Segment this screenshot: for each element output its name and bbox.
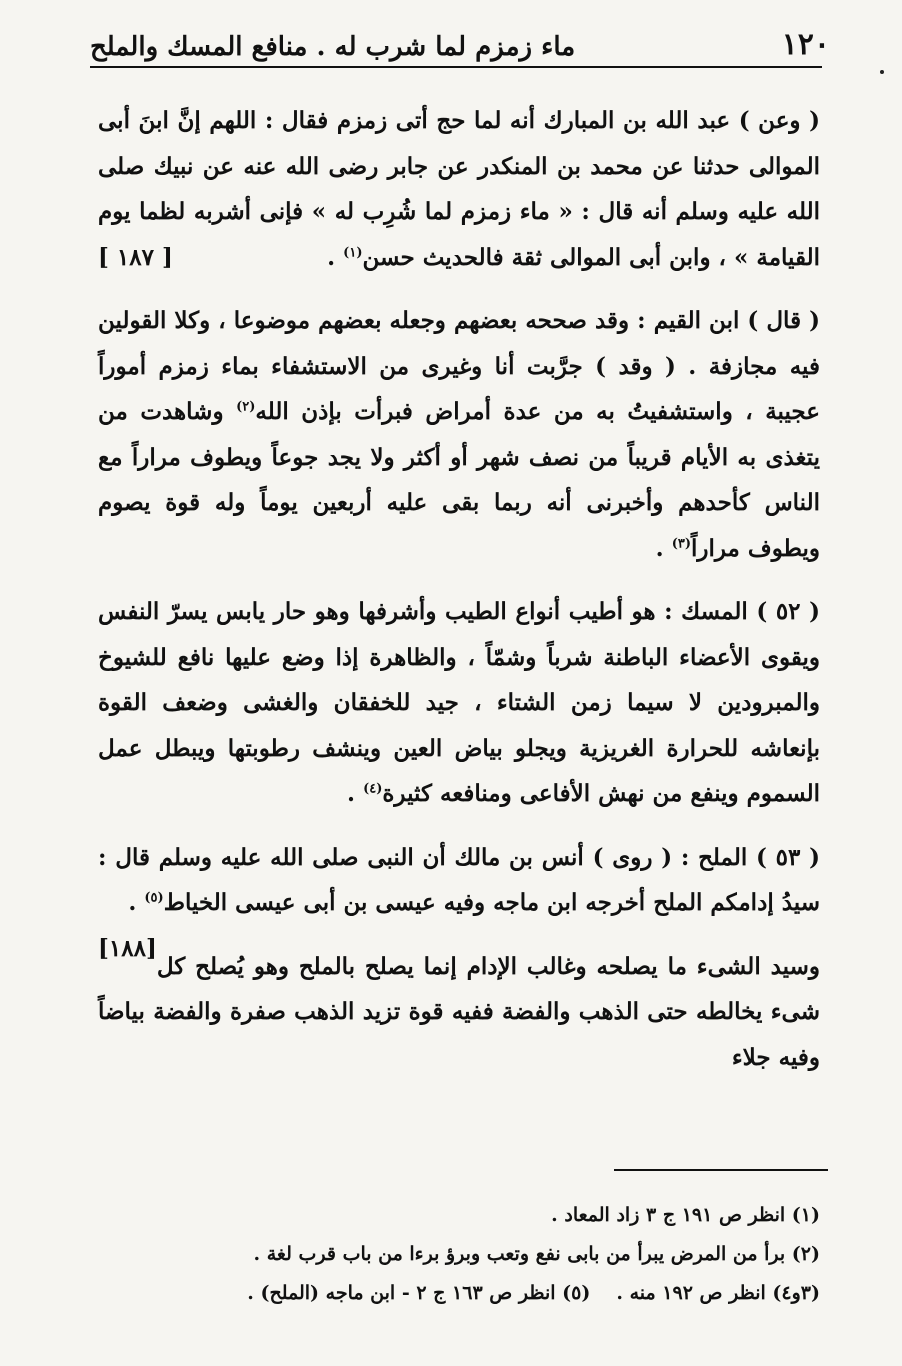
paragraph-text: وشاهدت من يتغذى به الأيام قريباً من نصف شهر أو أكثر ولا يجد جوعاً ويطوف مراراً مع الناس كأحدهم وأخبرنى أنه ربما بقى عليه أربعين يوماً وله قوة يصوم ويطوف مراراً — [98, 398, 820, 562]
footnotes — [98, 1196, 820, 1313]
footnote-marker: (٤) — [363, 781, 383, 797]
footnote-3-4: (٣و٤) انظر ص ١٩٢ منه . — [616, 1282, 820, 1304]
footnote-2: (٢) برأ من المرض يبرأ من بابى نفع وتعب وبرؤ برءا من باب قرب لغة . — [253, 1243, 820, 1265]
margin-mark — [880, 70, 884, 74]
paragraph-text: ( ٥٣ ) الملح : ( روى ) أنس بن مالك أن النبى صلى الله عليه وسلم قال : سيدُ إدامكم الملح أخرجه ابن ماجه وفيه عيسى بن أبى عيسى الخياط — [98, 843, 820, 916]
page-number: ١٢٠ — [781, 27, 830, 62]
footnote-marker: (١) — [343, 244, 363, 260]
paragraph-tail: . — [128, 889, 145, 916]
paragraph-salt-benefits — [98, 944, 820, 1081]
page-header — [90, 18, 830, 62]
paragraph-tail: . — [655, 534, 672, 562]
paragraph-text: ( قال ) ابن القيم : وقد صححه بعضهم وجعله بعضهم موضوعا ، وكلا القولين فيه مجازفة . ( وقد ) جرَّبت أنا وغيرى من الاستشفاء بماء زمزم أموراً عجيبة ، واستشفيتُ به من عدة أمراض فبرأت بإذن الله — [98, 307, 821, 425]
paragraph-tail: . — [327, 243, 344, 271]
hadith-reference: [ ١٨٧ ] — [98, 243, 173, 271]
paragraph-ibn-mubarak — [98, 98, 820, 280]
paragraph-text: وسيد الشىء ما يصلحه وغالب الإدام إنما يصلح بالملح وهو يُصلح كل شىء يخالطه حتى الذهب والفضة ففيه قوة تزيد الذهب صفرة والفضة بياضاً وفيه جلاء — [98, 952, 820, 1071]
footnote-5: (٥) انظر ص ١٦٣ ج ٢ - ابن ماجه (الملح) . — [247, 1282, 591, 1304]
paragraph-musk — [98, 589, 820, 817]
body-text — [98, 98, 820, 1080]
paragraph-text: ( وعن ) عبد الله بن المبارك أنه لما حج أتى زمزم فقال : اللهم إنَّ ابنَ أبى الموالى حدثنا عن محمد بن المنكدر عن جابر رضى الله عنه عن نبيك صلى الله عليه وسلم أنه قال : « ماء زمزم لما شُرِب له » فإنى أشربه لظما يوم القيامة » ، وابن أبى الموالى ثقة فالحديث حسن — [98, 107, 820, 271]
footnote-3-4-5 — [98, 1274, 820, 1313]
paragraph-tail: . — [347, 780, 364, 807]
paragraph-ibn-qayyim — [98, 298, 820, 571]
footnote-marker: (٢) — [236, 399, 256, 415]
header-rule — [90, 66, 822, 68]
footnote-marker: (٥) — [144, 890, 164, 906]
hadith-reference: [١٨٨] — [98, 934, 157, 962]
footnote-marker: (٣) — [671, 535, 691, 551]
paragraph-salt — [98, 835, 820, 962]
paragraph-text: ( ٥٢ ) المسك : هو أطيب أنواع الطيب وأشرفها وهو حار يابس يسرّ النفس ويقوى الأعضاء الباطنة شرباً وشمّاً ، والظاهرة إذا وضع عليها نافع للشيوخ والمبرودين لا سيما زمن الشتاء ، جيد للخفقان والغشى وضعف القوة بإنعاشه للحرارة الغريزية ويجلو بياض العين وينشف رطوبتها ويبطل عمل السموم وينفع من نهش الأفاعى ومنافعه كثيرة — [98, 598, 820, 807]
footnote-1: (١) انظر ص ١٩١ ج ٣ زاد المعاد . — [551, 1204, 820, 1226]
running-title: ماء زمزم لما شرب له . منافع المسك والملح — [90, 32, 576, 62]
footnote-rule — [614, 1169, 828, 1171]
